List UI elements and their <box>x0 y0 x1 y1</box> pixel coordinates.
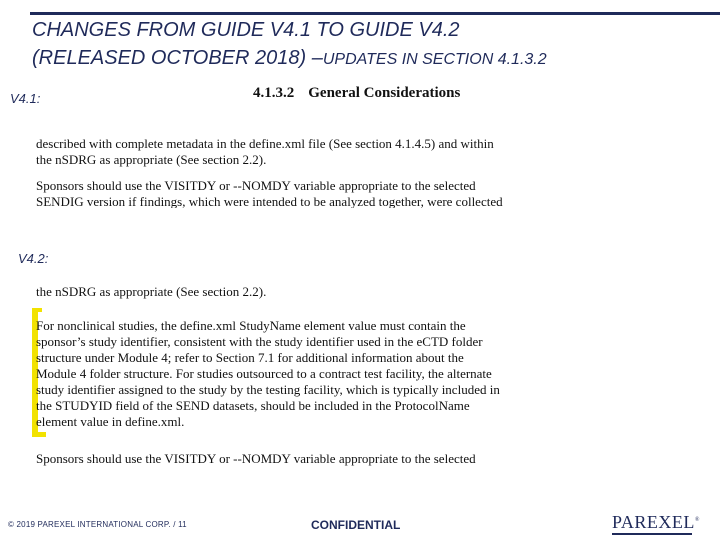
parexel-logo <box>612 512 700 533</box>
v42-line: For nonclinical studies, the define.xml StudyName element value must contain the <box>36 318 466 333</box>
v42-line: study identifier assigned to the study by the testing facility, which is typically included in <box>36 382 500 397</box>
v42-line: Sponsors should use the VISITDY or --NOMDY variable appropriate to the selected <box>36 451 476 466</box>
v41-excerpt-1 <box>36 136 596 168</box>
v41-heading-text: General Considerations <box>308 85 461 101</box>
v41-heading <box>253 85 460 102</box>
logo-text: PAREXEL <box>612 512 695 532</box>
v41-excerpt-2 <box>36 178 596 208</box>
v42-new-paragraph <box>36 318 596 430</box>
title-line-2: (RELEASED OCTOBER 2018) – <box>32 47 323 69</box>
v41-line: the nSDRG as appropriate (See section 2.2). <box>36 152 267 167</box>
title-rule <box>30 12 720 15</box>
v41-line: SENDIG version if findings, which were intended to be analyzed together, were collected <box>36 194 503 208</box>
title-line-2-sub: UPDATES IN SECTION 4.1.3.2 <box>322 51 547 68</box>
v42-line: the STUDYID field of the SEND datasets, should be included in the ProtocolName <box>36 398 470 413</box>
v42-line: Module 4 folder structure. For studies outsourced to a contract test facility, the alternate <box>36 366 492 381</box>
v42-excerpt-1 <box>36 284 596 300</box>
v41-line: Sponsors should use the VISITDY or --NOMDY variable appropriate to the selected <box>36 178 476 193</box>
change-highlight-top <box>32 308 42 312</box>
change-highlight-bottom <box>32 432 46 437</box>
v41-line: described with complete metadata in the define.xml file (See section 4.1.4.5) and within <box>36 136 494 151</box>
v42-label: V4.2: <box>18 251 49 266</box>
logo-underline <box>612 533 692 535</box>
v42-line: structure under Module 4; refer to Section 7.1 for additional information about the <box>36 350 464 365</box>
slide-title <box>32 16 712 74</box>
v42-excerpt-2 <box>36 451 596 467</box>
v41-heading-number: 4.1.3.2 <box>253 85 295 101</box>
footer-confidential: CONFIDENTIAL <box>311 518 401 532</box>
v42-line: the nSDRG as appropriate (See section 2.2). <box>36 284 267 299</box>
footer-copyright: © 2019 PAREXEL INTERNATIONAL CORP. / 11 <box>8 520 187 529</box>
v42-line: sponsor’s study identifier, consistent with the study identifier used in the eCTD folder <box>36 334 483 349</box>
logo-mark: ® <box>694 517 700 523</box>
v42-line: element value in define.xml. <box>36 414 185 429</box>
title-line-1: CHANGES FROM GUIDE V4.1 TO GUIDE V4.2 <box>32 19 460 41</box>
v41-label: V4.1: <box>10 91 41 106</box>
